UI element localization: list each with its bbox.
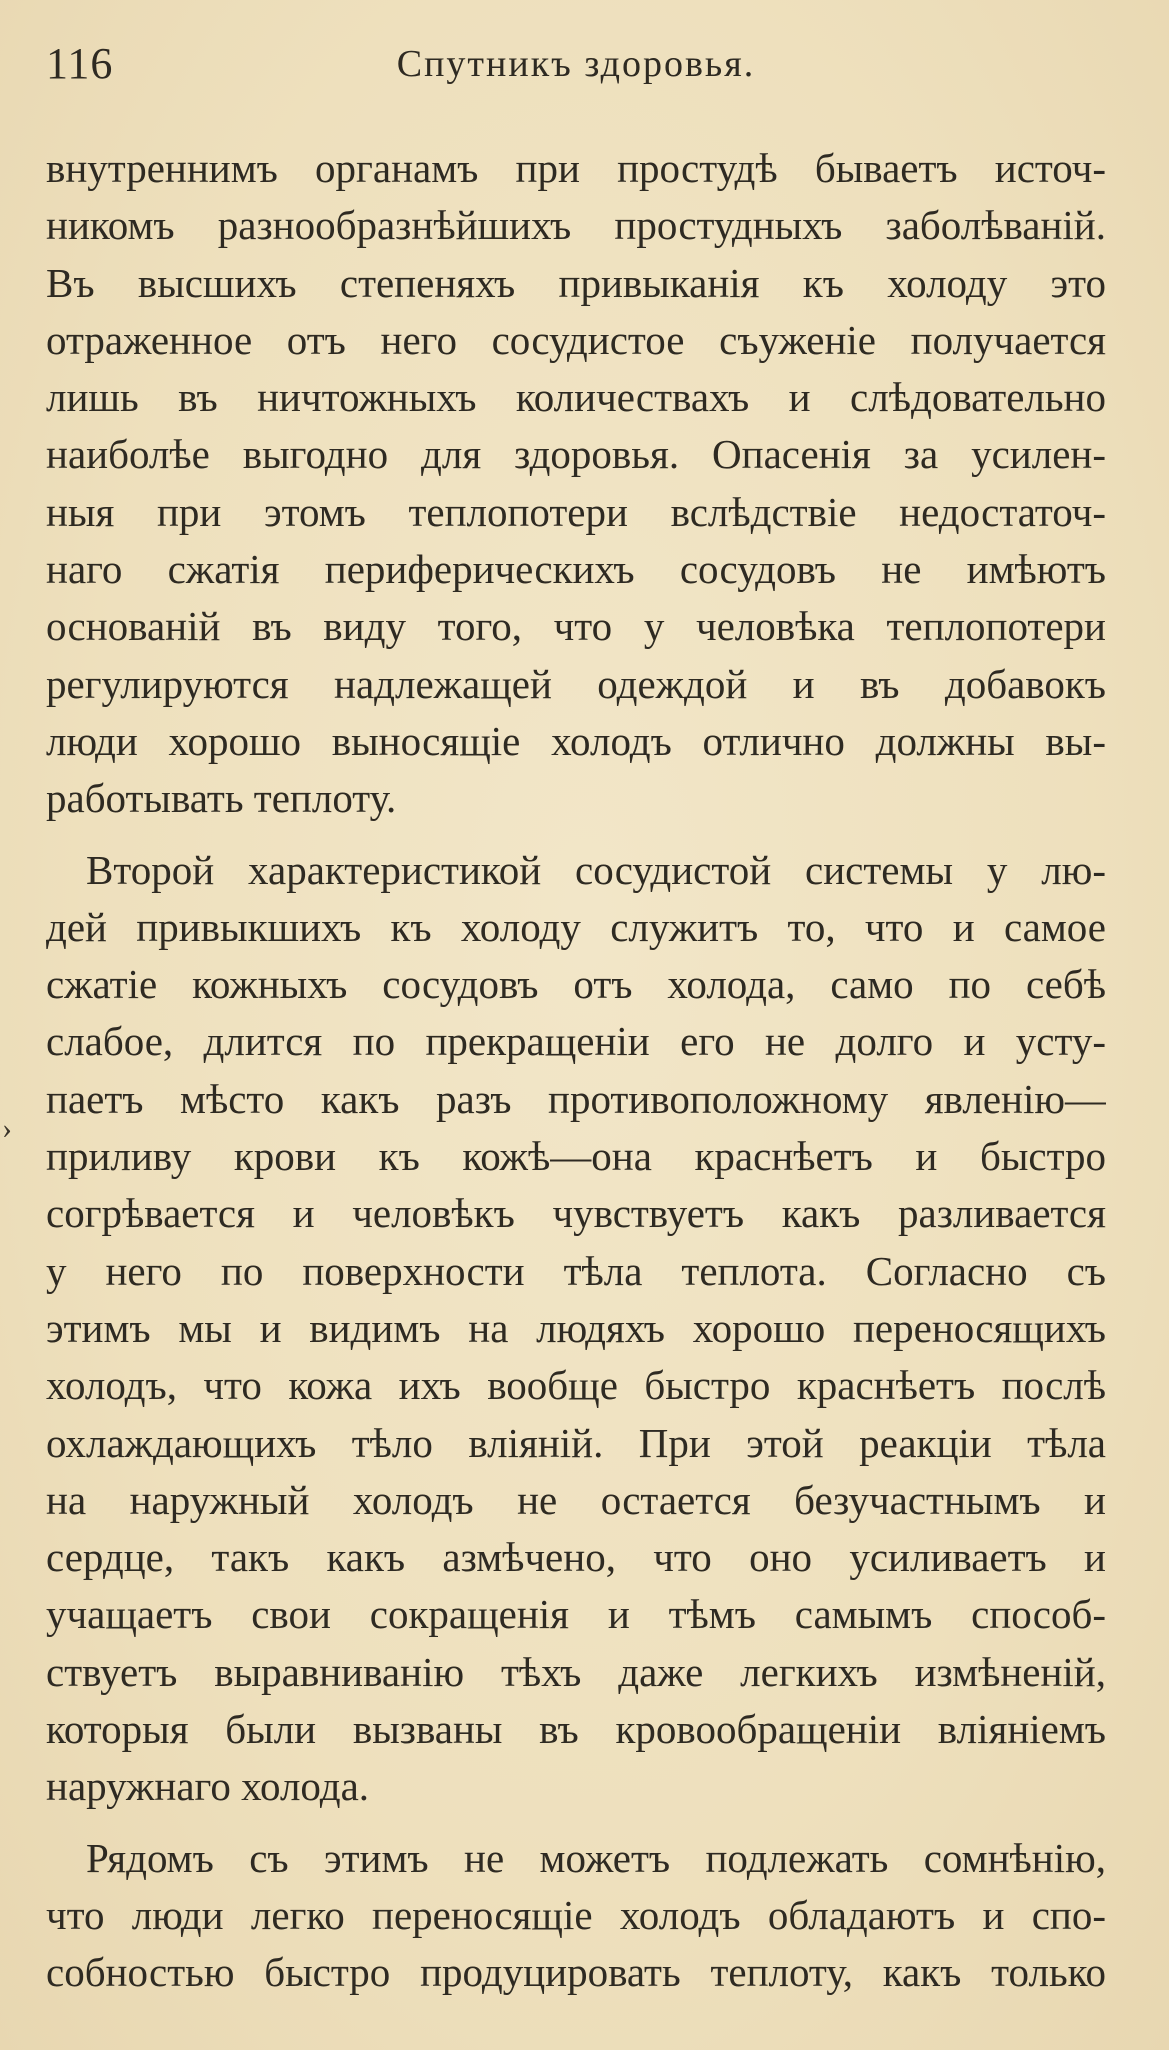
text-line: дей привыкшихъ къ холоду служитъ то, что и самое	[46, 903, 1106, 950]
body-text	[46, 140, 1106, 2002]
text-line: сжатіе кожныхъ сосудовъ отъ холода, само по себѣ	[46, 961, 1106, 1008]
text-line: Въ высшихъ степеняхъ привыканія къ холоду это	[46, 259, 1106, 306]
text-line: лишь въ ничтожныхъ количествахъ и слѣдовательно	[46, 374, 1106, 421]
text-line: что люди легко переносящіе холодъ обладаютъ и спо-	[46, 1891, 1106, 1938]
text-line: собностью быстро продуцировать теплоту, какъ только	[46, 1949, 1106, 1996]
text-line: Рядомъ съ этимъ не можетъ подлежать сомнѣнію,	[86, 1834, 1106, 1881]
text-line: регулируются надлежащей одеждой и въ добавокъ	[46, 660, 1106, 707]
text-line: охлаждающихъ тѣло вліяній. При этой реакціи тѣла	[46, 1419, 1106, 1466]
page-number: 116	[46, 39, 114, 88]
paragraph-gap	[46, 828, 1106, 842]
paragraph-gap	[46, 1816, 1106, 1830]
text-line: у него по поверхности тѣла теплота. Согласно съ	[46, 1247, 1106, 1294]
running-head	[46, 38, 1106, 98]
text-line: которыя были вызваны въ кровообращеніи вліяніемъ	[46, 1706, 1106, 1753]
text-line: работывать теплоту.	[46, 775, 397, 822]
text-line: на наружный холодъ не остается безучастнымъ и	[46, 1476, 1106, 1523]
running-title: Спутникъ здоровья.	[396, 43, 756, 85]
text-line: учащаетъ свои сокращенія и тѣмъ самымъ способ-	[46, 1591, 1106, 1638]
text-line: внутреннимъ органамъ при простудѣ бываетъ источ-	[46, 145, 1106, 191]
text-line: этимъ мы и видимъ на людяхъ хорошо переносящихъ	[46, 1304, 1106, 1351]
text-line: слабое, длится по прекращеніи его не долго и усту-	[46, 1018, 1106, 1065]
text-line: приливу крови къ кожѣ—она краснѣетъ и быстро	[46, 1133, 1106, 1180]
text-line: Второй характеристикой сосудистой системы у лю-	[86, 846, 1106, 893]
text-line: холодъ, что кожа ихъ вообще быстро краснѣетъ послѣ	[46, 1362, 1106, 1409]
text-line: ствуетъ выравниванію тѣхъ даже легкихъ измѣненій,	[46, 1648, 1106, 1695]
text-line: сердце, такъ какъ азмѣчено, что оно усиливаетъ и	[46, 1534, 1106, 1581]
text-line: наружнаго холода.	[46, 1763, 370, 1810]
text-line: наго сжатія периферическихъ сосудовъ не имѣютъ	[46, 546, 1106, 593]
text-line: основаній въ виду того, что у человѣка теплопотери	[46, 603, 1106, 650]
text-line: согрѣвается и человѣкъ чувствуетъ какъ разливается	[46, 1190, 1106, 1237]
text-line: наиболѣе выгодно для здоровья. Опасенія за усилен-	[46, 431, 1106, 478]
text-line: никомъ разнообразнѣйшихъ простудныхъ заболѣваній.	[46, 202, 1106, 249]
text-line: паетъ мѣсто какъ разъ противоположному явленію—	[46, 1075, 1106, 1122]
text-line: люди хорошо выносящіе холодъ отлично должны вы-	[46, 717, 1106, 764]
text-line: ныя при этомъ теплопотери вслѣдствіе недостаточ-	[46, 488, 1106, 535]
margin-mark: ›	[2, 1112, 12, 1145]
text-line: отраженное отъ него сосудистое съуженіе получается	[46, 316, 1106, 363]
